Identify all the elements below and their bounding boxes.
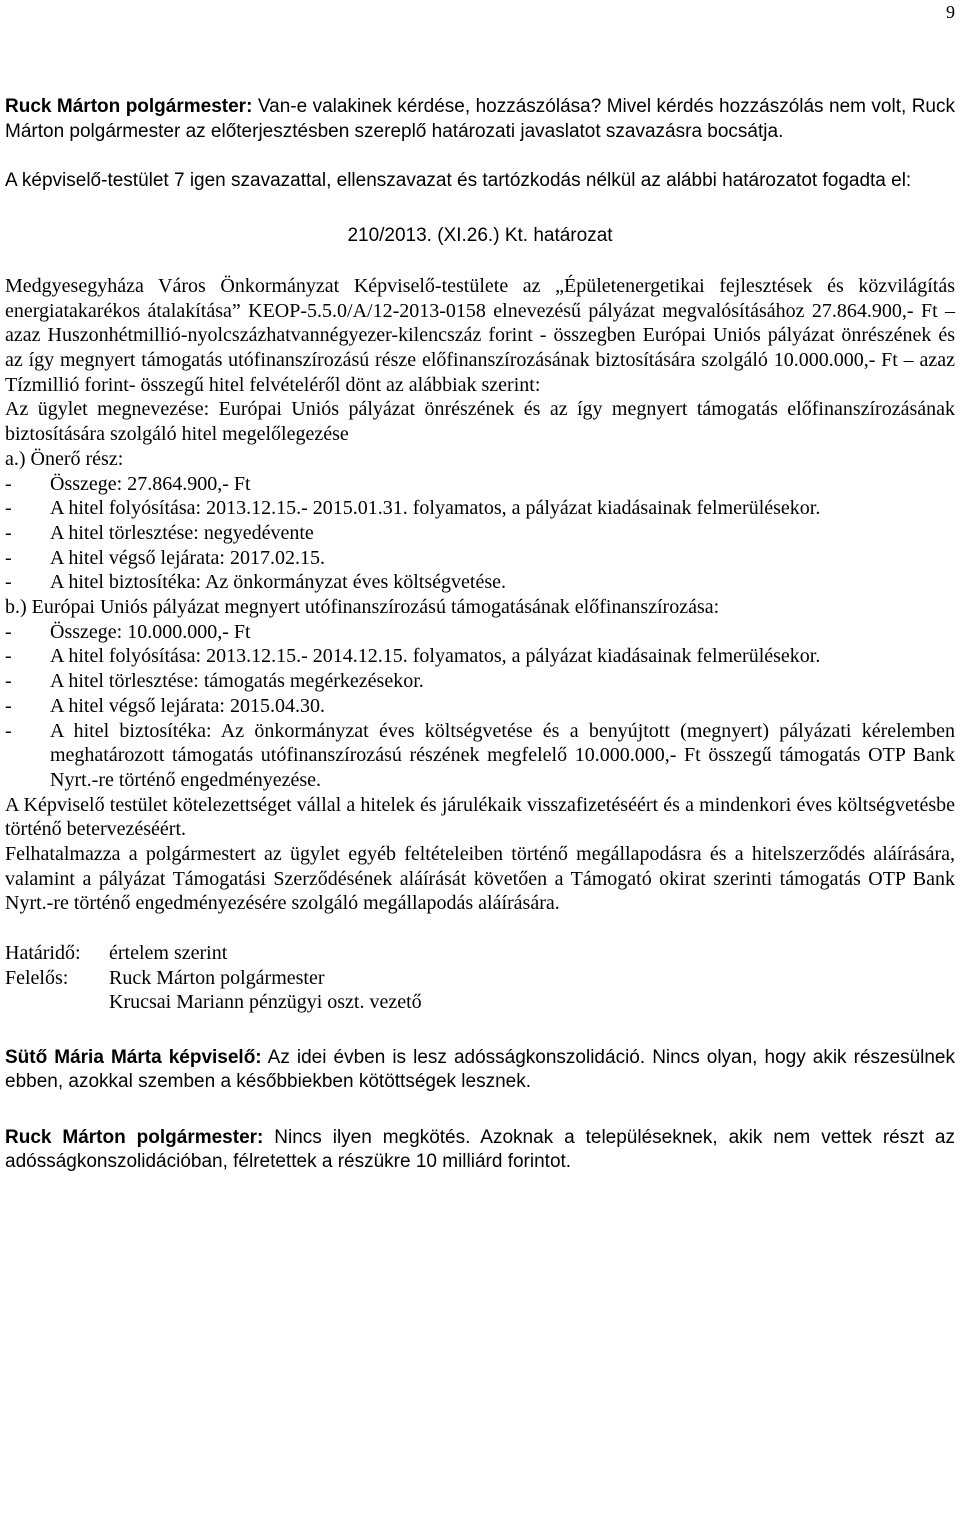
page-number: 9 bbox=[946, 2, 955, 22]
list-item: - A hitel biztosítéka: Az önkormányzat éves költségvetése. bbox=[5, 571, 506, 594]
resolution-title: 210/2013. (XI.26.) Kt. határozat bbox=[347, 225, 613, 247]
speech-text: Az idei évben is lesz adósságkonszolidáció. Nincs olyan, hogy akik részesülnek ebben, azokkal szemben a későbbiekben kötöttségek lesznek. bbox=[5, 1046, 956, 1093]
speech-text: Nincs ilyen megkötés. Azoknak a településeknek, akik nem vettek részt az adósságkonszolidációban, félretettek a részükre 10 milliárd forintot. bbox=[5, 1126, 955, 1173]
responsible-row bbox=[5, 966, 955, 991]
responsible-row bbox=[5, 990, 955, 1015]
resolution-authorization: Felhatalmazza a polgármestert az ügylet egyéb feltételeiben történő megállapodásra és a hitelszerződés aláírására, valamint a pályázat Támogatási Szerződésének aláírását követően a Támogató okirat szerinti támogatás OTP Bank Nyrt.-re történő engedményezésére szolgáló megállapodás aláírására. bbox=[5, 843, 955, 915]
resolution-intro: Medgyesegyháza Város Önkormányzat Képviselő-testülete az „Épületenergetikai fejlesztések és közvilágítás energiatakarékos átalakítása” KEOP-5.5.0/A/12-2013-0158 elnevezésű pályázat megvalósításához 27.864.900,- Ft – azaz Huszonhétmillió-nyolcszázhatvannégyezer-kilencszáz forint - összegben Európai Uniós pályázat önrészének és az így megnyert támogatás utófinanszírozású része előfinanszírozásának biztosítására szolgáló 10.000.000,- Ft – azaz Tízmillió forint- összegű hitel felvételéről dönt az alábbiak szerint: bbox=[5, 274, 955, 396]
deadline-value: értelem szerint bbox=[109, 941, 228, 964]
responsible-value: Krucsai Mariann pénzügyi oszt. vezető bbox=[109, 991, 422, 1014]
responsible-label: Felelős: bbox=[5, 966, 69, 989]
speech-text: Van-e valakinek kérdése, hozzászólása? Mivel kérdés hozzászólás nem volt, Ruck Márton polgármester az előterjesztésben szereplő határozati javaslatot szavazásra bocsátja. bbox=[5, 96, 956, 142]
list-item: - A hitel törlesztése: támogatás megérkezésekor. bbox=[5, 670, 424, 693]
list-item: - A hitel végső lejárata: 2017.02.15. bbox=[5, 546, 325, 569]
deadline-row bbox=[5, 941, 955, 966]
section-b-heading: b.) Európai Uniós pályázat megnyert utófinanszírozású támogatásának előfinanszírozása: bbox=[5, 596, 720, 619]
resolution-subject: Az ügylet megnevezése: Európai Uniós pályázat önrészének és az így megnyert támogatás előfinanszírozásának biztosítására szolgáló hitel megelőlegezése bbox=[5, 398, 955, 446]
list-item: - A hitel végső lejárata: 2015.04.30. bbox=[5, 694, 325, 717]
speaker-name: Ruck Márton polgármester: bbox=[5, 96, 253, 117]
section-a-heading: a.) Önerő rész: bbox=[5, 447, 124, 470]
list-item: - Összege: 27.864.900,- Ft bbox=[5, 472, 251, 495]
speaker-name: Ruck Márton polgármester: bbox=[5, 1126, 264, 1148]
list-item: - A hitel folyósítása: 2013.12.15.- 2015.01.31. folyamatos, a pályázat kiadásainak felmerülésekor. bbox=[5, 497, 821, 520]
speaker-name: Sütő Mária Márta képviselő: bbox=[5, 1046, 262, 1068]
list-item: - Összege: 10.000.000,- Ft bbox=[5, 620, 251, 643]
list-item: - A hitel folyósítása: 2013.12.15.- 2014.12.15. folyamatos, a pályázat kiadásainak felmerülésekor. bbox=[5, 645, 821, 668]
paragraph-ruck-question bbox=[5, 95, 955, 144]
paragraph-ruck-answer bbox=[5, 1126, 955, 1175]
paragraph-sutto bbox=[5, 1046, 955, 1095]
document-body bbox=[5, 95, 955, 1175]
deadline-label: Határidő: bbox=[5, 941, 81, 964]
resolution-obligation: A Képviselő testület kötelezettséget vállal a hitelek és járulékaik visszafizetéséért és a mindenkori éves költségvetésbe történő betervezéséért. bbox=[5, 793, 955, 841]
list-item: - A hitel törlesztése: negyedévente bbox=[5, 521, 314, 544]
vote-result: A képviselő-testület 7 igen szavazattal, ellenszavazat és tartózkodás nélkül az alábbi határozatot fogadta el: bbox=[5, 170, 912, 192]
responsible-value: Ruck Márton polgármester bbox=[109, 966, 325, 989]
list-item: - A hitel biztosítéka: Az önkormányzat éves költségvetése és a benyújtott (megnyert) pályázati kérelemben meghatározott támogatás utófinanszírozású részének megfelelő 10.000.000,- Ft összegű támogatás OTP Bank Nyrt.-re történő engedményezése. bbox=[5, 719, 955, 791]
